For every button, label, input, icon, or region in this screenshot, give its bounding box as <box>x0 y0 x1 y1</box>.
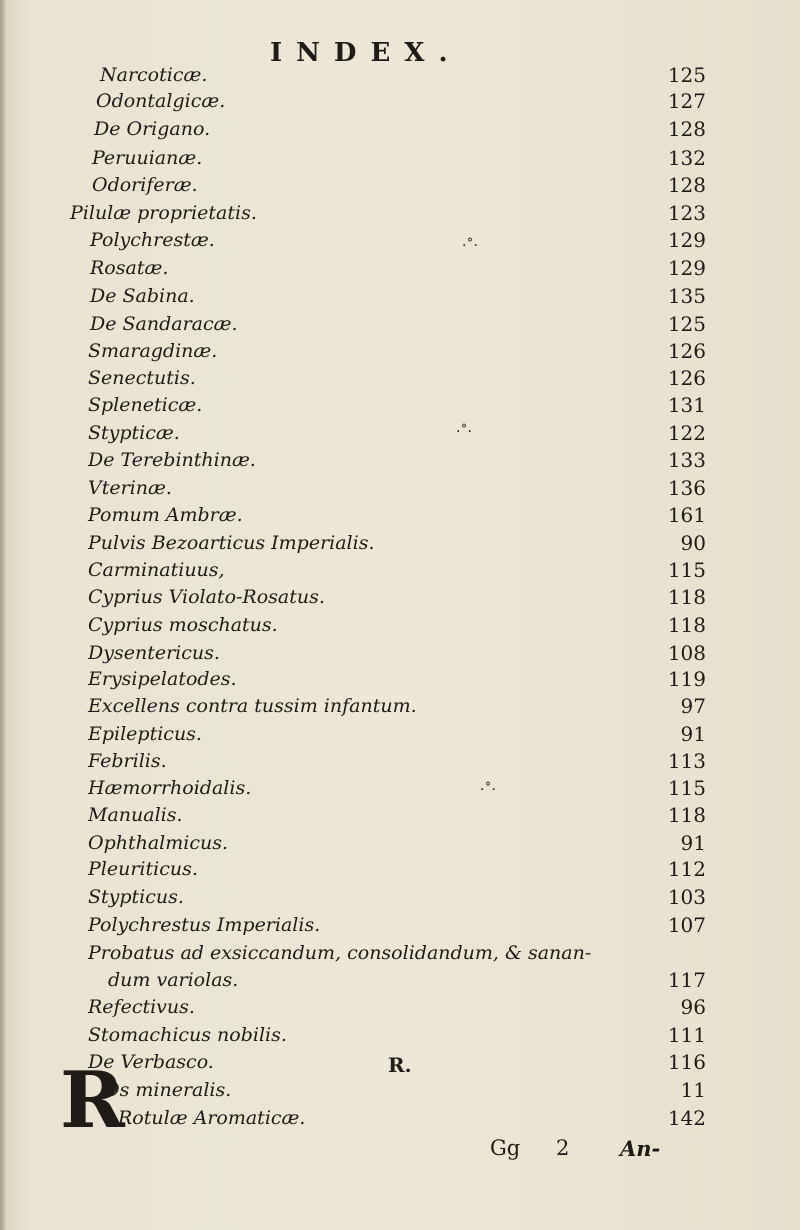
page-number: 125 <box>667 63 706 87</box>
index-entry: Manualis. <box>88 804 183 826</box>
index-entry: Ophthalmicus. <box>88 832 229 854</box>
index-entry: Senectutis. <box>88 367 196 389</box>
index-entry: Stypticæ. <box>88 422 180 444</box>
index-entry: Cyprius Violato-Rosatus. <box>88 586 325 608</box>
index-entry: Pomum Ambræ. <box>88 504 243 526</box>
page-number: 119 <box>667 667 706 691</box>
index-entry: Pleuriticus. <box>88 858 198 880</box>
page-number: 127 <box>667 89 706 113</box>
page-number: 115 <box>667 558 706 582</box>
index-entry: Narcoticæ. <box>100 64 208 86</box>
index-entry: Dysentericus. <box>88 642 220 664</box>
page-number: 107 <box>667 913 706 937</box>
drop-cap: R <box>60 1055 125 1146</box>
page-number: 123 <box>667 201 706 225</box>
page-number: 118 <box>667 803 706 827</box>
signature-mark: Gg <box>490 1136 521 1160</box>
index-entry: Cyprius moschatus. <box>88 614 278 636</box>
index-entry: Odoriferæ. <box>92 174 198 196</box>
index-entry: De Origano. <box>94 118 211 140</box>
index-entry: Stypticus. <box>88 886 184 908</box>
index-entry: De Sandaracæ. <box>90 313 238 335</box>
page-number: 111 <box>667 1023 706 1047</box>
index-entry: Stomachicus nobilis. <box>88 1024 287 1046</box>
page-number: 115 <box>667 776 706 800</box>
index-entry: Excellens contra tussim infantum. <box>88 695 417 717</box>
index-entry: Probatus ad exsiccandum, consolidandum, & sanan- <box>88 942 592 964</box>
ink-speck: ·˚· <box>480 782 496 798</box>
index-entry: Rotulæ Aromaticæ. <box>118 1107 306 1129</box>
index-entry: Carminatiuus, <box>88 559 225 581</box>
index-entry: Odontalgicæ. <box>96 90 226 112</box>
signature-number: 2 <box>556 1136 570 1160</box>
index-entry: Rosatæ. <box>90 257 169 279</box>
index-entry: Pulvis Bezoarticus Imperialis. <box>88 532 375 554</box>
index-entry: Polychrestus Imperialis. <box>88 914 321 936</box>
index-entry: Peruuianæ. <box>92 147 203 169</box>
index-entry: Epilepticus. <box>88 723 202 745</box>
page-number: 126 <box>667 339 706 363</box>
page-number: 91 <box>680 831 706 855</box>
index-entry: De Sabina. <box>90 285 195 307</box>
index-entry: Smaragdinæ. <box>88 340 218 362</box>
index-entry: Spleneticæ. <box>88 394 203 416</box>
page-number: 113 <box>667 749 706 773</box>
page-number: 118 <box>667 585 706 609</box>
index-entry: De Terebinthinæ. <box>88 449 256 471</box>
page-number: 125 <box>667 312 706 336</box>
page-number: 117 <box>667 968 706 992</box>
index-entry: Vterinæ. <box>88 477 172 499</box>
page-number: 11 <box>680 1078 706 1102</box>
page-number: 118 <box>667 613 706 637</box>
index-entry: Polychrestæ. <box>90 229 215 251</box>
page-number: 91 <box>680 722 706 746</box>
page-number: 133 <box>667 448 706 472</box>
page-number: 116 <box>667 1050 706 1074</box>
index-entry: Pilulæ proprietatis. <box>70 202 257 224</box>
index-entry: Febrilis. <box>88 750 167 772</box>
page-number: 161 <box>667 503 706 527</box>
page-number: 136 <box>667 476 706 500</box>
page-number: 142 <box>667 1106 706 1130</box>
index-entry: Hæmorrhoidalis. <box>88 777 252 799</box>
catchword: An- <box>620 1136 661 1161</box>
page-number: 135 <box>667 284 706 308</box>
ink-speck: ·˚· <box>462 238 478 254</box>
page-number: 96 <box>680 995 706 1019</box>
page-number: 128 <box>667 117 706 141</box>
page-gutter <box>0 0 6 1230</box>
page-title: INDEX. <box>270 38 462 68</box>
page-number: 132 <box>667 146 706 170</box>
page-number: 97 <box>680 694 706 718</box>
page-number: 112 <box>667 857 706 881</box>
page-number: 126 <box>667 366 706 390</box>
page-number: 108 <box>667 641 706 665</box>
index-entry: Refectivus. <box>88 996 195 1018</box>
index-entry: De Verbasco. <box>88 1051 214 1073</box>
page-number: 103 <box>667 885 706 909</box>
page-number: 128 <box>667 173 706 197</box>
ink-speck: ·˚· <box>456 424 472 440</box>
page-number: 122 <box>667 421 706 445</box>
page-number <box>646 940 706 966</box>
section-letter: R. <box>388 1053 412 1077</box>
index-entry: Erysipelatodes. <box>88 668 237 690</box>
index-entry: Os mineralis. <box>104 1079 232 1101</box>
page-number: 131 <box>667 393 706 417</box>
page-number: 90 <box>680 531 706 555</box>
page-number: 129 <box>667 256 706 280</box>
page-number: 129 <box>667 228 706 252</box>
index-entry: dum variolas. <box>108 969 239 991</box>
